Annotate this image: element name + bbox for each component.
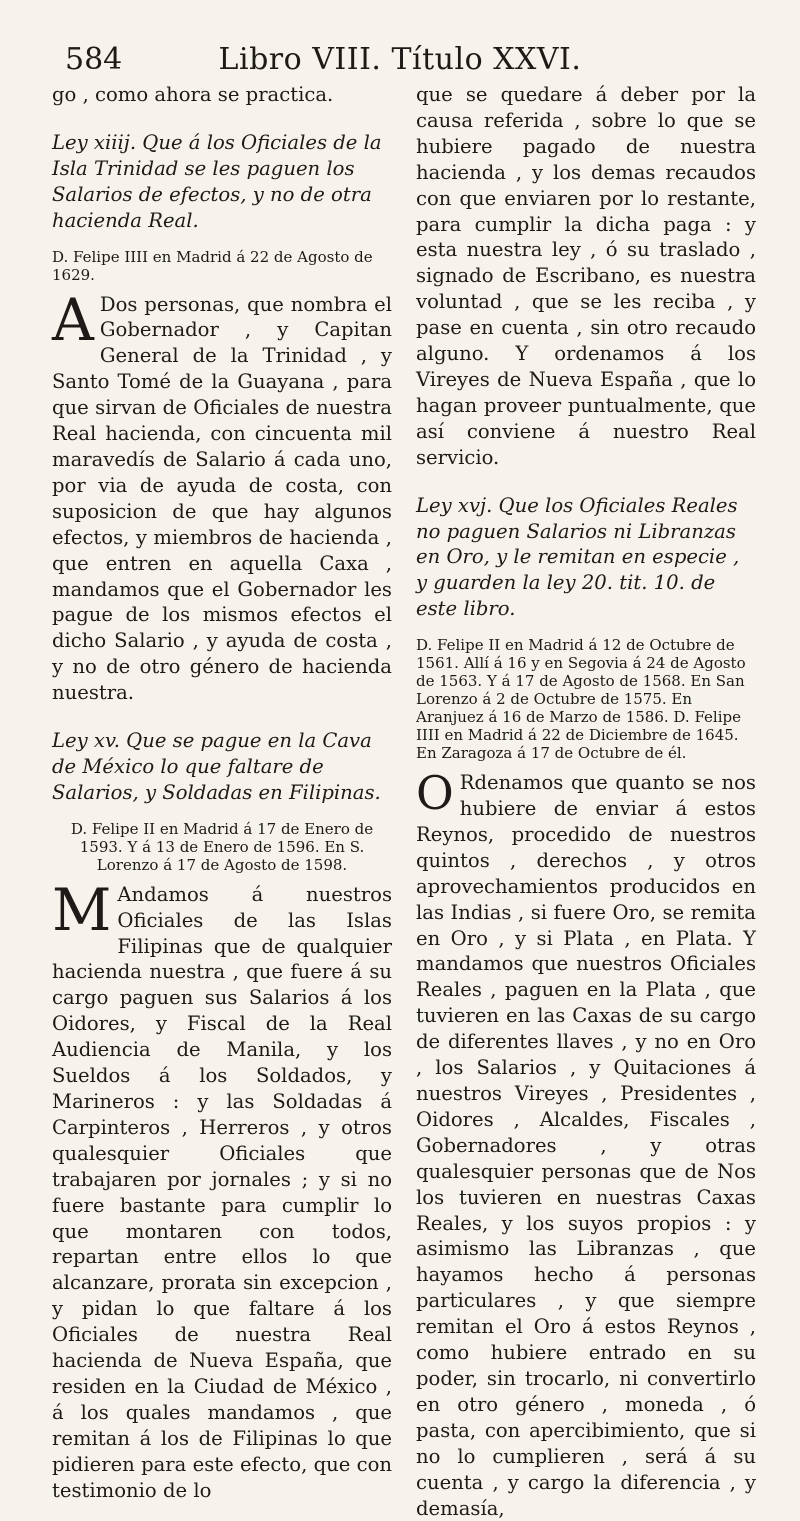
page-header <box>55 30 745 77</box>
law-14-decree: D. Felipe IIII en Madrid á 22 de Agosto de 1629. <box>52 247 373 284</box>
right-column <box>416 82 756 1521</box>
law-15-text: Andamos á nuestros Oficiales de las Islas Filipinas que de qualquier hacienda nuestra , que fuere á su cargo paguen sus Salarios á los Oidores, y Fiscal de la Real Audiencia de Manila, y los Sueldos á los Soldados, y Marineros : y las Soldadas á Carpinteros , Herreros , y otros qualesquier Oficiales que trabajaren por jornales ; y si no fuere bastante para cumplir lo que montaren con todos, repartan entre ellos lo que alcanzare, prorata sin excepcion , y pidan lo que faltare á los Oficiales de nuestra Real hacienda de Nueva España, que residen en la Ciudad de México , á los quales mandamos , que remitan á los de Filipinas lo que pidieren para este efecto, que con testimonio de lo <box>52 882 392 1502</box>
law-16-text: Rdenamos que quanto se nos hubiere de enviar á estos Reynos, procedido de nuestros quintos , derechos , y otros aprovechamientos producidos en las Indias , si fuere Oro, se remita en Oro , y si Plata , en Plata. Y mandamos que nuestros Oficiales Reales , paguen en la Plata , que tuvieren en las Caxas de su cargo de diferentes llaves , y no en Oro , los Salarios , y Quitaciones á nuestros Vireyes , Presidentes , Oidores , Alcaldes, Fiscales , Gobernadores , y otras qualesquier personas que de Nos los tuvieren en nuestras Caxas Reales, y los suyos propios : y asimismo las Libranzas , que hayamos hecho á personas particulares , y que siempre remitan el Oro á estos Reynos , como hubiere entrado en su poder, sin trocarlo, ni convertirlo en otro género , moneda , ó pasta, con apercibimiento, que si no lo cumplieren , será á su cuenta , y cargo la diferencia , y demasía, <box>416 771 756 1520</box>
law-14-body <box>52 285 392 707</box>
law-14-dropcap: A <box>52 285 94 354</box>
law-15-body <box>52 875 392 1504</box>
law-15-dropcap: M <box>52 875 112 944</box>
continued-text-right: que se quedare á deber por la causa referida , sobre lo que se hubiere pagado de nuestra hacienda , y los demas recaudos con que enviaren por lo restante, para cumplir la dicha paga : y esta nuestra ley , ó su traslado , signado de Escribano, es nuestra voluntad , que se les reciba , y pase en cuenta , sin otro recaudo alguno. Y ordenamos á los Vireyes de Nueva España , que lo hagan proveer puntualmente, que así conviene á nuestro Real servicio. <box>416 83 756 469</box>
law-14-text: Dos personas, que nombra el Gobernador , y Capitan General de la Trinidad , y Santo Tomé de la Guayana , para que sirvan de Oficiales de nuestra Real hacienda, con cincuenta mil maravedís de Salario á cada uno, por via de ayuda de costa, con suposicion de que hay algunos efectos, y miembros de hacienda , que entren en aquella Caxa , mandamos que el Gobernador les pague de los mismos efectos el dicho Salario , y ayuda de costa , y no de otro género de hacienda nuestra. <box>52 292 392 705</box>
law-16-body <box>416 766 756 1521</box>
law-15-decree: D. Felipe II en Madrid á 17 de Enero de 1593. Y á 13 de Enero de 1596. En S. Lorenzo á 17 de Agosto de 1598. <box>70 819 374 874</box>
law-16-title: Ley xvj. Que los Oficiales Reales no paguen Salarios ni Libranzas en Oro, y le remitan en especie , y guarden la ley 20. tit. 10. de este libro. <box>416 493 740 621</box>
law-14-title: Ley xiiij. Que á los Oficiales de la Isla Trinidad se les paguen los Salarios de efectos, y no de otra hacienda Real. <box>52 130 382 232</box>
law-16-dropcap: O <box>416 766 454 821</box>
continued-text: go , como ahora se practica. <box>52 83 334 106</box>
left-column <box>52 82 392 1504</box>
page-number: 584 <box>65 42 123 77</box>
law-15-title: Ley xv. Que se pague en la Cava de México lo que faltare de Salarios, y Soldadas en Filipinas. <box>52 729 381 804</box>
running-head: Libro VIII. Título XXVI. <box>218 42 582 77</box>
law-16-decree: D. Felipe II en Madrid á 12 de Octubre de 1561. Allí á 16 y en Segovia á 24 de Agosto de 1563. Y á 17 de Agosto de 1568. En San Lorenzo á 2 de Octubre de 1575. En Aranjuez á 16 de Marzo de 1586. D. Felipe IIII en Madrid á 22 de Diciembre de 1645. En Zaragoza á 17 de Octubre de él. <box>416 636 746 763</box>
